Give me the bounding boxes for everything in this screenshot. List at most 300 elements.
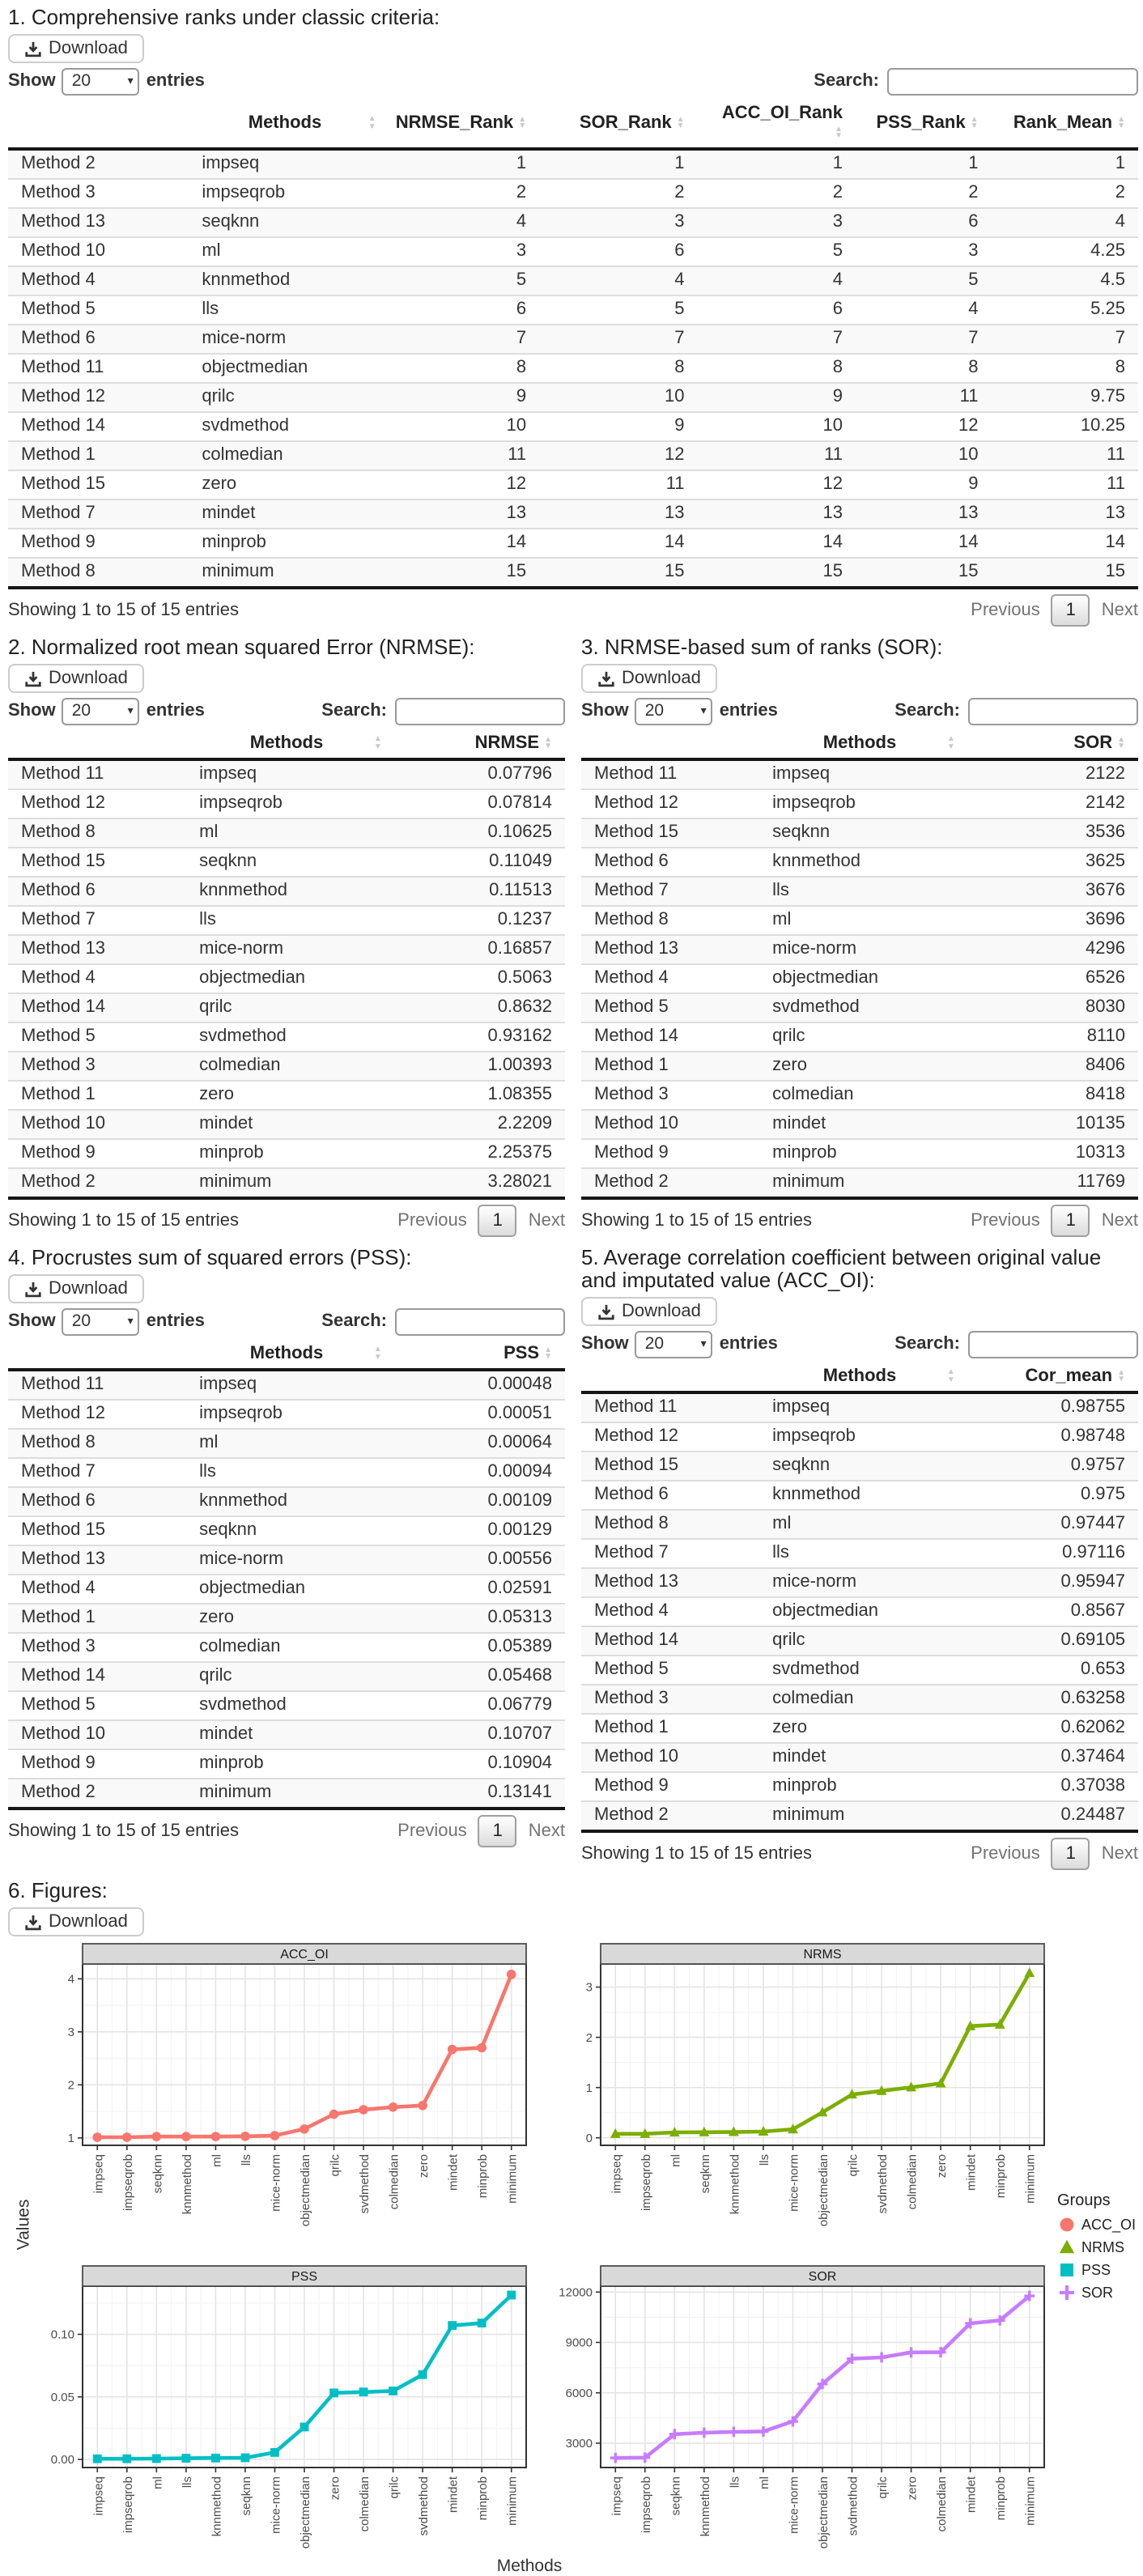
cell: Method 6 — [8, 325, 189, 354]
cell: 2122 — [1086, 764, 1125, 784]
svg-text:12000: 12000 — [559, 2285, 593, 2300]
svg-text:2: 2 — [67, 2078, 74, 2093]
column-header-methods[interactable]: Methods ▲ ▼ — [189, 99, 380, 149]
column-header-nrmse-rank[interactable]: NRMSE_Rank ▲ ▼ — [381, 99, 539, 149]
table-row — [581, 789, 1138, 818]
show-label: Show — [8, 71, 56, 91]
cell: 1 — [516, 154, 527, 173]
cell: minprob — [186, 1139, 387, 1168]
cell: 13 — [381, 499, 539, 529]
sort-icon: ▲ ▼ — [835, 124, 843, 142]
cell: Method 11 — [594, 764, 678, 784]
cell: 0.00094 — [387, 1458, 565, 1487]
cell: objectmedian — [759, 964, 960, 993]
cell: 4.5 — [991, 266, 1138, 295]
cell: Method 12 — [581, 1422, 759, 1452]
cell: Method 15 — [581, 1452, 759, 1481]
table-row — [8, 1779, 565, 1809]
cell: 12 — [539, 441, 697, 470]
cell: Method 14 — [581, 1022, 759, 1052]
cell: 0.8567 — [960, 1597, 1138, 1626]
cell: 2 — [991, 179, 1138, 208]
search-input[interactable] — [395, 1307, 565, 1335]
cell: knnmethod — [186, 877, 387, 906]
cell: 2 — [698, 179, 856, 208]
table-row — [8, 1168, 565, 1198]
svg-text:knnmethod: knnmethod — [698, 2476, 712, 2537]
download-label: Download — [622, 669, 701, 688]
table-row — [8, 470, 1138, 499]
cell: 8110 — [960, 1022, 1138, 1052]
table-row — [581, 1452, 1138, 1481]
download-button[interactable] — [8, 1907, 144, 1936]
svg-text:0: 0 — [585, 2131, 593, 2145]
entries-label: entries — [146, 1311, 205, 1331]
download-button[interactable] — [8, 1274, 144, 1303]
cell: 9 — [381, 383, 539, 412]
svg-text:NRMS: NRMS — [803, 1948, 842, 1962]
cell: 3536 — [960, 818, 1138, 848]
column-header-nrmse[interactable]: NRMSE ▲ ▼ — [387, 729, 565, 759]
table-row — [8, 266, 1138, 295]
cell: mindet — [759, 1743, 960, 1772]
svg-text:9000: 9000 — [565, 2336, 593, 2350]
svg-text:objectmedian: objectmedian — [299, 2154, 312, 2227]
cell: 11 — [381, 441, 539, 470]
cell: Method 13 — [8, 208, 189, 237]
cell: Method 4 — [581, 1597, 759, 1626]
search-control — [321, 1307, 565, 1335]
page-size-select[interactable]: 20 ▾ — [635, 1330, 713, 1358]
svg-text:ml: ml — [210, 2154, 224, 2167]
legend-title: Groups — [1057, 2192, 1111, 2210]
cell: qrilc — [189, 383, 380, 412]
cell: 14 — [856, 529, 992, 558]
cell: 14 — [698, 529, 856, 558]
download-label: Download — [49, 669, 128, 688]
table-row — [8, 1691, 565, 1720]
cell: 15 — [856, 558, 992, 588]
y-axis-label: Values — [14, 2199, 34, 2251]
column-header-cor-mean[interactable]: Cor_mean ▲ ▼ — [960, 1362, 1138, 1392]
table-row — [581, 1168, 1138, 1198]
table-row — [8, 1400, 565, 1429]
showing-entries-text: Showing 1 to 15 of 15 entries — [581, 1844, 812, 1864]
table-row — [581, 1392, 1138, 1422]
download-button[interactable] — [581, 664, 717, 693]
cell: 0.37038 — [960, 1772, 1138, 1801]
svg-text:0.00: 0.00 — [50, 2453, 74, 2468]
cell: minprob — [759, 1139, 960, 1168]
next-button[interactable]: Next — [528, 1211, 565, 1231]
page-size-select[interactable]: 20 ▾ — [62, 697, 140, 725]
pss-table — [8, 1339, 565, 1810]
table-row — [581, 1568, 1138, 1597]
cell: colmedian — [186, 1633, 387, 1662]
section-acc-oi — [581, 1247, 1138, 1880]
column-header-sor[interactable]: SOR ▲ ▼ — [960, 729, 1138, 759]
cell: Method 2 — [581, 1801, 759, 1831]
sort-icon: ▲ ▼ — [946, 734, 955, 751]
cell: Method 12 — [581, 789, 759, 818]
table-row — [581, 1539, 1138, 1568]
cell: Method 3 — [8, 1633, 186, 1662]
page-size-control — [8, 697, 205, 725]
search-input[interactable] — [395, 697, 565, 725]
cell: qrilc — [186, 993, 387, 1022]
sort-icon: ▲ ▼ — [373, 1345, 382, 1362]
cell: Method 9 — [8, 529, 189, 558]
page-size-select[interactable]: 20 ▾ — [62, 67, 140, 95]
column-header-pss[interactable]: PSS ▲ ▼ — [387, 1339, 565, 1370]
cell: mice-norm — [759, 935, 960, 964]
sort-icon: ▲ ▼ — [368, 114, 376, 131]
download-button[interactable] — [581, 1297, 717, 1326]
section-comprehensive-ranks — [8, 6, 1138, 627]
svg-text:seqknn: seqknn — [151, 2154, 165, 2194]
cell: Method 3 — [581, 1081, 759, 1110]
column-header-sor-rank[interactable]: SOR_Rank ▲ ▼ — [539, 99, 697, 149]
table-row — [581, 1743, 1138, 1772]
cell: mindet — [759, 1110, 960, 1139]
cell: Method 7 — [8, 1458, 186, 1487]
next-button[interactable]: Next — [1101, 1211, 1138, 1231]
legend-item-acc-oi: ACC_OI — [1057, 2215, 1136, 2234]
cell: 2 — [381, 179, 539, 208]
cell: Method 8 — [8, 1429, 186, 1458]
column-header-methods[interactable]: Methods ▲ ▼ — [759, 1362, 960, 1392]
cell: 0.00064 — [387, 1429, 565, 1458]
table-row — [8, 1604, 565, 1633]
cell: Method 12 — [8, 1400, 186, 1429]
chart-sor — [539, 2265, 1051, 2555]
sort-icon: ▲ ▼ — [373, 734, 382, 751]
cell: Method 15 — [8, 470, 189, 499]
svg-text:svdmethod: svdmethod — [358, 2154, 372, 2214]
cell: 0.97116 — [960, 1539, 1138, 1568]
cell: 0.10904 — [387, 1749, 565, 1779]
cell: minimum — [186, 1779, 387, 1809]
cell: ml — [759, 1510, 960, 1539]
pagination — [971, 1838, 1138, 1870]
table-row — [8, 1749, 565, 1779]
sort-icon: ▲ ▼ — [1117, 114, 1125, 132]
download-button[interactable] — [8, 34, 144, 63]
next-button[interactable]: Next — [1101, 1844, 1138, 1864]
showing-entries-text: Showing 1 to 15 of 15 entries — [8, 1821, 239, 1841]
svg-text:4: 4 — [67, 1972, 74, 1987]
cell: 10313 — [960, 1139, 1138, 1168]
page-number-button[interactable]: 1 — [1052, 1838, 1090, 1870]
next-button[interactable]: Next — [528, 1821, 565, 1841]
cell: seqknn — [759, 1452, 960, 1481]
page-number-button[interactable]: 1 — [1052, 594, 1090, 627]
cell: 2 — [539, 179, 697, 208]
svg-text:zero: zero — [935, 2154, 950, 2179]
cell: 10 — [698, 412, 856, 441]
cell: knnmethod — [189, 266, 380, 295]
cell: Method 10 — [8, 1110, 186, 1139]
cell: Method 6 — [581, 1481, 759, 1510]
search-input[interactable] — [968, 697, 1138, 725]
search-control — [894, 697, 1138, 725]
cell: Method 6 — [581, 848, 759, 877]
cell: 13 — [698, 499, 856, 529]
cell: lls — [759, 877, 960, 906]
cell: Method 1 — [8, 1604, 186, 1633]
table-row — [8, 1458, 565, 1487]
table-row — [8, 179, 1138, 208]
cell: 10135 — [960, 1110, 1138, 1139]
previous-button[interactable]: Previous — [971, 1211, 1040, 1231]
cell: ml — [189, 237, 380, 266]
legend-item-nrms: NRMS — [1057, 2238, 1136, 2257]
svg-text:minimum: minimum — [505, 2476, 520, 2526]
plus-marker-icon — [1057, 2283, 1077, 2302]
cell: 0.24487 — [960, 1801, 1138, 1831]
table-row — [8, 964, 565, 993]
cell: impseqrob — [186, 1400, 387, 1429]
cell: 0.37464 — [960, 1743, 1138, 1772]
table-row — [8, 1139, 565, 1168]
cell: 4296 — [960, 935, 1138, 964]
cell: minprob — [189, 529, 380, 558]
cell: Method 14 — [8, 412, 189, 441]
cell: 13 — [539, 499, 697, 529]
table-row — [8, 1110, 565, 1139]
cell: 9 — [698, 383, 856, 412]
cell: 11 — [991, 441, 1138, 470]
pagination — [971, 1205, 1138, 1237]
cell: 8418 — [960, 1081, 1138, 1110]
cell: 8 — [856, 354, 992, 383]
cell: mice-norm — [189, 325, 380, 354]
cell: seqknn — [759, 818, 960, 848]
caret-down-icon: ▾ — [127, 76, 134, 87]
cell: 0.975 — [960, 1481, 1138, 1510]
svg-text:lls: lls — [239, 2154, 253, 2166]
svg-text:zero: zero — [905, 2476, 920, 2501]
cell: Method 9 — [8, 1749, 186, 1779]
next-button[interactable]: Next — [1101, 601, 1138, 620]
cell: mindet — [186, 1110, 387, 1139]
cell: Method 5 — [581, 993, 759, 1022]
table-row — [581, 848, 1138, 877]
search-input[interactable] — [968, 1330, 1138, 1358]
svg-text:minprob: minprob — [994, 2476, 1009, 2521]
cell: lls — [186, 906, 387, 935]
column-header-methods[interactable]: Methods ▲ ▼ — [186, 1339, 387, 1370]
pagination — [397, 1205, 565, 1237]
svg-text:impseq: impseq — [610, 2476, 624, 2516]
previous-button[interactable]: Previous — [397, 1821, 467, 1841]
cell: Method 4 — [581, 964, 759, 993]
svg-text:mice-norm: mice-norm — [269, 2476, 283, 2534]
page-size-control — [8, 67, 205, 95]
table-row — [581, 935, 1138, 964]
chart-pss — [21, 2265, 533, 2555]
svg-text:lls: lls — [728, 2476, 742, 2489]
figures-area — [8, 1943, 1138, 2576]
svg-text:minprob: minprob — [994, 2154, 1009, 2199]
svg-text:qrilc: qrilc — [846, 2154, 860, 2177]
rank-table — [8, 99, 1138, 589]
cell: 3696 — [960, 906, 1138, 935]
cell: 0.16857 — [387, 935, 565, 964]
column-header-acc-oi-rank[interactable]: ACC_OI_Rank ▲ ▼ — [698, 99, 856, 149]
svg-text:impseq: impseq — [610, 2154, 624, 2194]
cell: 2142 — [960, 789, 1138, 818]
table-row — [581, 1772, 1138, 1801]
cell: 3 — [381, 237, 539, 266]
cell: Method 3 — [8, 1052, 186, 1081]
cell: 15 — [991, 558, 1138, 588]
column-header-pss-rank[interactable]: PSS_Rank ▲ ▼ — [856, 99, 992, 149]
cell: 8 — [698, 354, 856, 383]
show-label: Show — [581, 701, 629, 721]
svg-text:mice-norm: mice-norm — [787, 2154, 801, 2212]
cell: 8406 — [960, 1052, 1138, 1081]
cell: svdmethod — [186, 1022, 387, 1052]
previous-button[interactable]: Previous — [397, 1211, 467, 1231]
column-header-rank-mean[interactable]: Rank_Mean ▲ ▼ — [991, 99, 1138, 149]
table-row — [581, 1110, 1138, 1139]
table-row — [8, 441, 1138, 470]
cell: Method 6 — [8, 1487, 186, 1516]
cell: 10 — [539, 383, 697, 412]
svg-text:zero: zero — [417, 2154, 431, 2179]
download-button[interactable] — [8, 664, 144, 693]
cell: Method 15 — [581, 818, 759, 848]
cell: 0.13141 — [387, 1779, 565, 1809]
cell: lls — [186, 1458, 387, 1487]
svg-text:impseq: impseq — [91, 2476, 106, 2516]
cell: Method 7 — [8, 499, 189, 529]
cell: minprob — [186, 1749, 387, 1779]
table-row — [8, 935, 565, 964]
cell: Method 1 — [8, 441, 189, 470]
cell: mindet — [186, 1720, 387, 1749]
cell: 15 — [381, 558, 539, 588]
cell: impseqrob — [759, 789, 960, 818]
svg-text:3000: 3000 — [565, 2437, 593, 2451]
cell: knnmethod — [759, 1481, 960, 1510]
table-row — [8, 149, 1138, 179]
cell: minimum — [759, 1168, 960, 1198]
cell: Method 13 — [581, 935, 759, 964]
cell: 0.00556 — [387, 1545, 565, 1575]
svg-text:1: 1 — [585, 2081, 593, 2095]
cell: 5.25 — [991, 295, 1138, 325]
cell: 1.08355 — [387, 1081, 565, 1110]
cell: Method 14 — [8, 1662, 186, 1691]
cell: 0.07796 — [487, 764, 552, 784]
cell: Method 2 — [8, 1779, 186, 1809]
cell: Method 4 — [8, 964, 186, 993]
cell: Method 1 — [581, 1052, 759, 1081]
svg-text:knnmethod: knnmethod — [210, 2476, 224, 2537]
column-header-methods[interactable]: Methods ▲ ▼ — [759, 729, 960, 759]
cell: Method 13 — [8, 1545, 186, 1575]
svg-text:lls: lls — [757, 2154, 771, 2166]
page-number-button[interactable]: 1 — [478, 1205, 517, 1237]
showing-entries-text: Showing 1 to 15 of 15 entries — [581, 1211, 812, 1231]
cell: colmedian — [186, 1052, 387, 1081]
cell: ml — [186, 1429, 387, 1458]
cell: Method 1 — [581, 1714, 759, 1743]
cell: Method 15 — [8, 1516, 186, 1545]
svg-text:ml: ml — [669, 2154, 683, 2167]
cell: 13 — [991, 499, 1138, 529]
svg-text:qrilc: qrilc — [328, 2154, 342, 2177]
svg-text:objectmedian: objectmedian — [817, 2154, 831, 2227]
table-row — [8, 383, 1138, 412]
page-size-select[interactable]: 20 ▾ — [635, 697, 713, 725]
cell: 0.11513 — [387, 877, 565, 906]
cell: qrilc — [759, 1626, 960, 1656]
cell: 3 — [698, 208, 856, 237]
svg-text:minimum: minimum — [1023, 2154, 1038, 2204]
cell: 0.10707 — [387, 1720, 565, 1749]
svg-text:minimum: minimum — [505, 2154, 520, 2204]
cell: Method 8 — [8, 818, 186, 848]
table-row — [581, 1022, 1138, 1052]
cell: 0.02591 — [387, 1575, 565, 1604]
cell: knnmethod — [186, 1487, 387, 1516]
show-label: Show — [581, 1334, 629, 1354]
cell: seqknn — [186, 848, 387, 877]
cell: Method 1 — [8, 1081, 186, 1110]
cell: 0.653 — [960, 1656, 1138, 1685]
cell: 2 — [856, 179, 992, 208]
download-label: Download — [49, 1279, 128, 1299]
previous-button[interactable]: Previous — [971, 601, 1040, 620]
cell: Method 10 — [581, 1110, 759, 1139]
page-number-button[interactable]: 1 — [478, 1815, 517, 1847]
sort-icon: ▲ ▼ — [1117, 1367, 1125, 1385]
cell: 8 — [381, 354, 539, 383]
cell: lls — [189, 295, 380, 325]
cell: 0.93162 — [387, 1022, 565, 1052]
table-row — [8, 906, 565, 935]
table-row — [8, 412, 1138, 441]
table-row — [581, 1481, 1138, 1510]
entries-label: entries — [719, 701, 778, 721]
previous-button[interactable]: Previous — [971, 1844, 1040, 1864]
table-row — [581, 1597, 1138, 1626]
cell: Method 11 — [21, 1375, 104, 1394]
cell: 10.25 — [991, 412, 1138, 441]
search-label: Search: — [321, 1311, 387, 1331]
svg-text:objectmedian: objectmedian — [299, 2476, 312, 2549]
cell: 15 — [539, 558, 697, 588]
svg-text:0.10: 0.10 — [50, 2327, 74, 2342]
search-input[interactable] — [887, 67, 1138, 95]
cell: 5 — [856, 266, 992, 295]
cell: 0.8632 — [387, 993, 565, 1022]
svg-text:zero: zero — [328, 2476, 342, 2501]
caret-down-icon: ▾ — [127, 1316, 134, 1328]
cell: 0.95947 — [960, 1568, 1138, 1597]
svg-text:1: 1 — [67, 2132, 74, 2146]
page-size-select[interactable]: 20 ▾ — [62, 1307, 140, 1335]
cell: 3676 — [960, 877, 1138, 906]
showing-entries-text: Showing 1 to 15 of 15 entries — [8, 601, 239, 620]
column-header-methods[interactable]: Methods ▲ ▼ — [186, 729, 387, 759]
cell: 11 — [991, 470, 1138, 499]
page-number-button[interactable]: 1 — [1052, 1205, 1090, 1237]
table-row — [8, 818, 565, 848]
